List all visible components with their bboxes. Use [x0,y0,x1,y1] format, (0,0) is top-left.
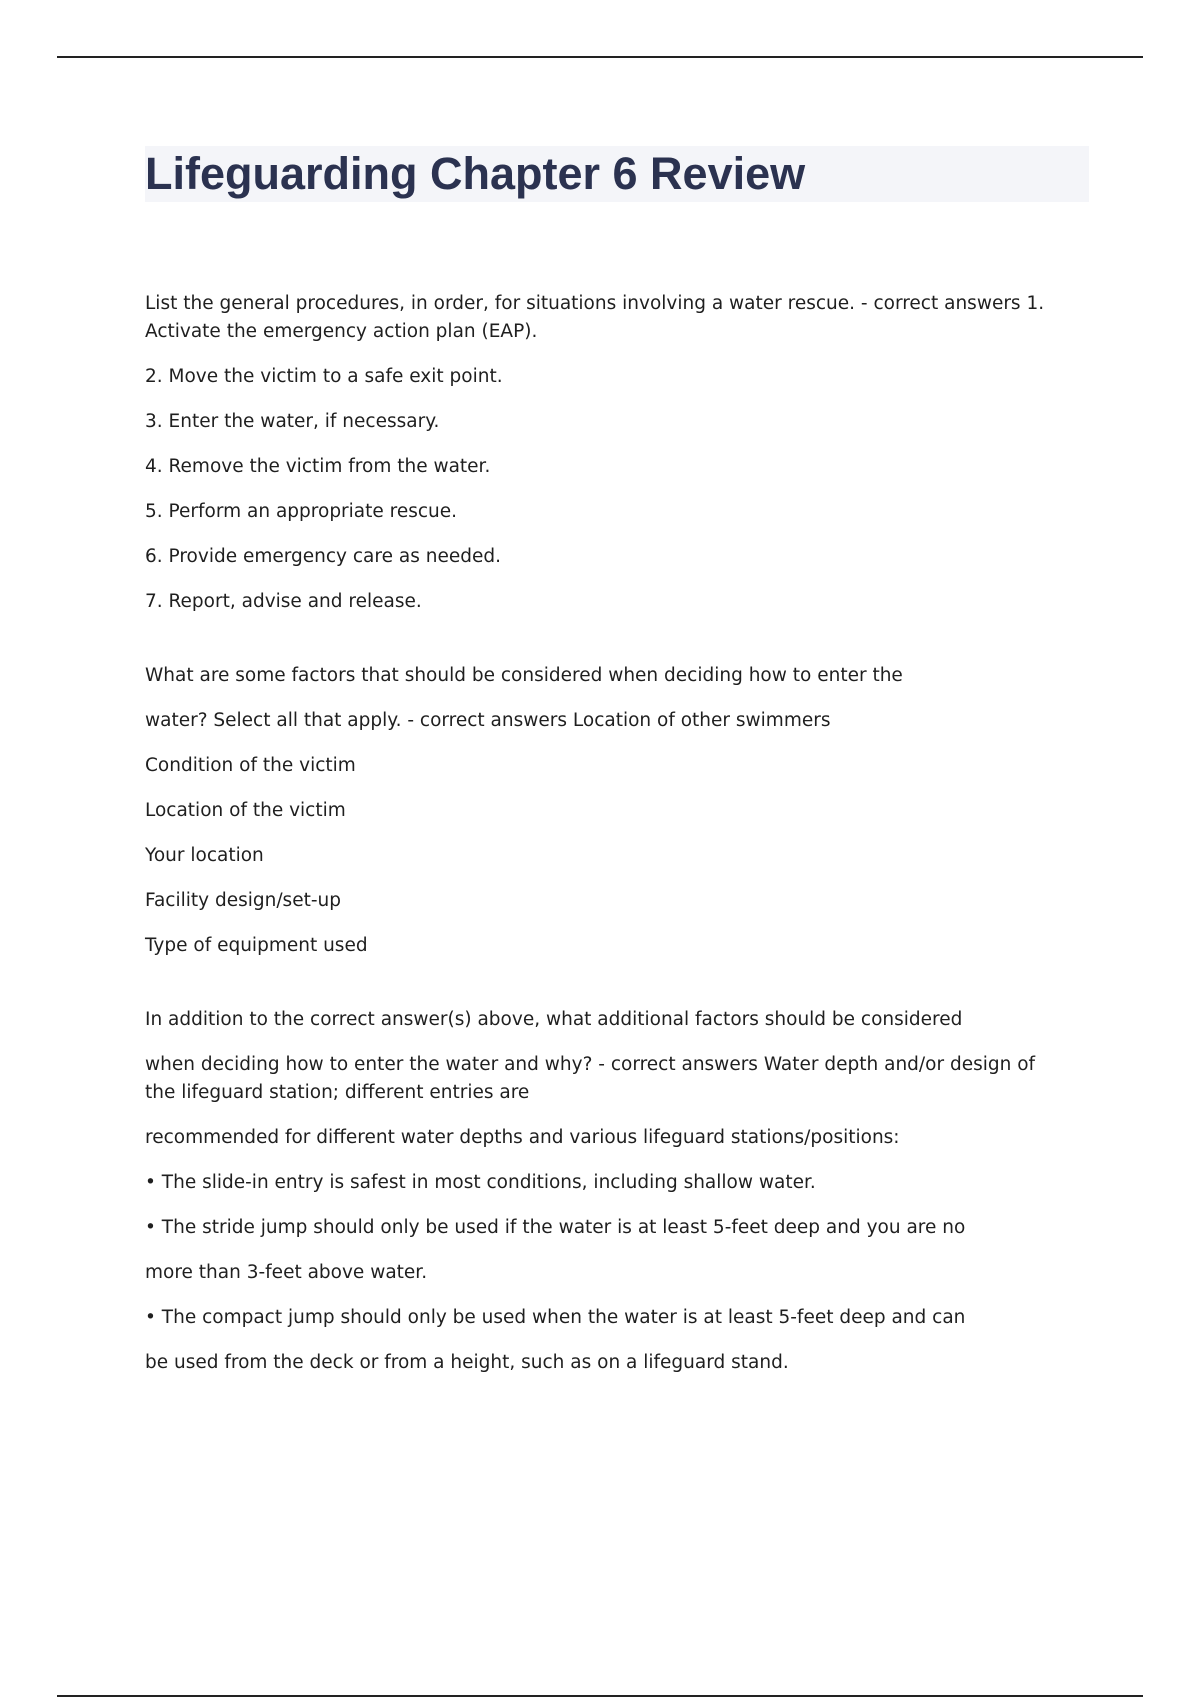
top-rule [57,56,1143,58]
bullet-line: • The slide-in entry is safest in most conditions, including shallow water. [145,1172,816,1193]
answer-line: Your location [145,845,264,866]
answer-line: 4. Remove the victim from the water. [145,456,491,477]
bottom-rule [57,1695,1143,1697]
answer-line: 6. Provide emergency care as needed. [145,546,501,567]
answer-line: Facility design/set-up [145,890,341,911]
answer-line: 7. Report, advise and release. [145,591,422,612]
question-text: when deciding how to enter the water and why? - correct answers Water depth and/or design of the lifeguard station; different entries are [145,1054,1036,1103]
question-text: In addition to the correct answer(s) above, what additional factors should be considered [145,1009,963,1030]
question-block-3 [145,1006,1065,1377]
answer-line: 3. Enter the water, if necessary. [145,411,440,432]
question-text: What are some factors that should be considered when deciding how to enter the [145,665,903,686]
answer-line: 2. Move the victim to a safe exit point. [145,366,503,387]
question-block-1 [145,290,1065,616]
question-text: List the general procedures, in order, for situations involving a water rescue. - correct answers 1. Activate the emergency action plan (EAP). [145,293,1045,342]
answer-line: more than 3-feet above water. [145,1262,428,1283]
question-block-2 [145,662,1065,960]
answer-line: be used from the deck or from a height, such as on a lifeguard stand. [145,1352,789,1373]
answer-line: Type of equipment used [145,935,368,956]
answer-line: Condition of the victim [145,755,356,776]
bullet-line: • The stride jump should only be used if the water is at least 5-feet deep and you are no [145,1217,966,1238]
question-text: water? Select all that apply. - correct answers Location of other swimmers [145,710,831,731]
document-body [145,290,1065,1394]
bullet-line: • The compact jump should only be used when the water is at least 5-feet deep and can [145,1307,966,1328]
page-title: Lifeguarding Chapter 6 Review [145,148,806,199]
answer-line: Location of the victim [145,800,346,821]
answer-line: recommended for different water depths and various lifeguard stations/positions: [145,1127,900,1148]
answer-line: 5. Perform an appropriate rescue. [145,501,458,522]
